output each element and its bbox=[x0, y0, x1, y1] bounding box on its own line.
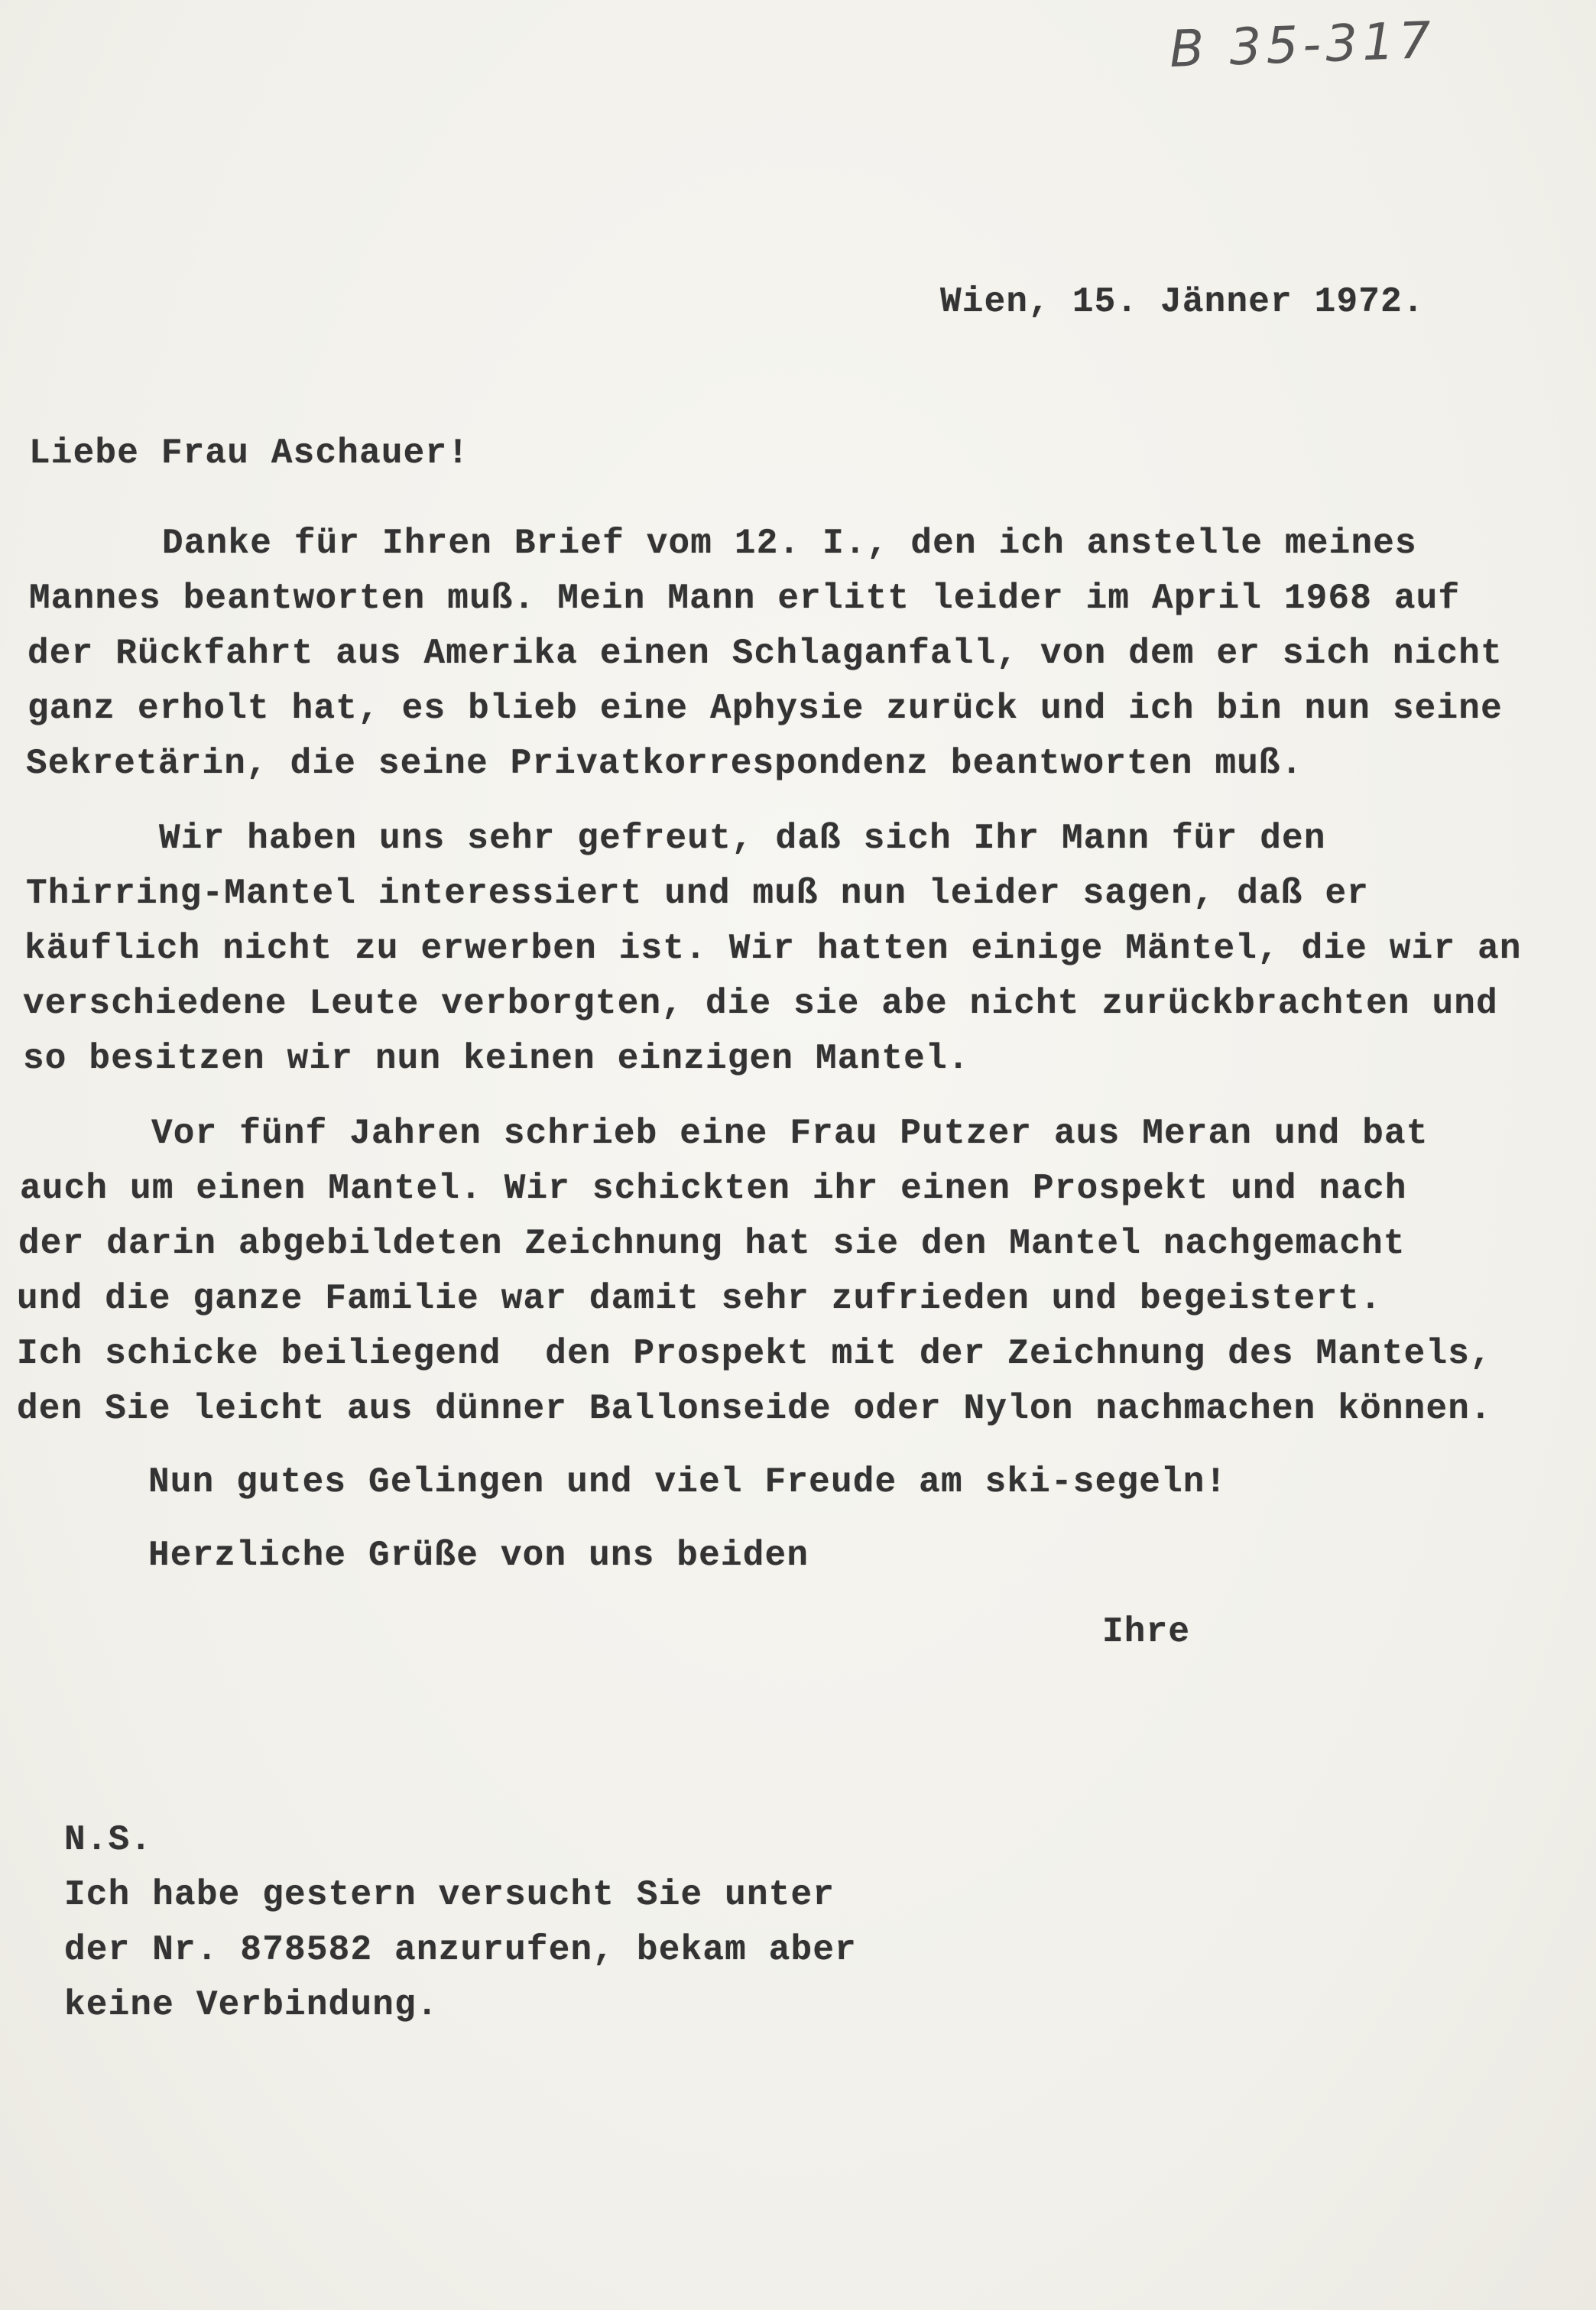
postscript-line: Ich habe gestern versucht Sie unter bbox=[64, 1875, 835, 1915]
sign-off: Ihre bbox=[1102, 1612, 1191, 1652]
paragraph-line: verschiedene Leute verborgten, die sie abe nicht zurückbrachten und bbox=[23, 984, 1498, 1024]
paragraph-line: der Rückfahrt aus Amerika einen Schlaganfall, von dem er sich nicht bbox=[28, 634, 1503, 673]
paragraph-line: käuflich nicht zu erwerben ist. Wir hatten einige Mäntel, die wir an bbox=[24, 929, 1522, 968]
paragraph-line: so besitzen wir nun keinen einzigen Mantel. bbox=[23, 1039, 970, 1079]
postscript-label: N.S. bbox=[64, 1820, 153, 1860]
salutation: Liebe Frau Aschauer! bbox=[29, 433, 470, 473]
greeting: Herzliche Grüße von uns beiden bbox=[148, 1536, 809, 1575]
paragraph-line: Thirring-Mantel interessiert und muß nun leider sagen, daß er bbox=[26, 874, 1370, 913]
paragraph-line: Wir haben uns sehr gefreut, daß sich Ihr Mann für den bbox=[159, 819, 1326, 858]
paragraph-line: ganz erholt hat, es blieb eine Aphysie zurück und ich bin nun seine bbox=[28, 689, 1503, 728]
paragraph-line: und die ganze Familie war damit sehr zufrieden und begeistert. bbox=[17, 1279, 1382, 1319]
postscript-line: der Nr. 878582 anzurufen, bekam aber bbox=[64, 1930, 857, 1970]
paragraph-line: Vor fünf Jahren schrieb eine Frau Putzer aus Meran und bat bbox=[151, 1114, 1429, 1153]
archive-reference-mark: B 35-317 bbox=[1168, 10, 1437, 79]
paragraph-line: Ich schicke beiliegend den Prospekt mit der Zeichnung des Mantels, bbox=[17, 1334, 1492, 1374]
paragraph-line: auch um einen Mantel. Wir schickten ihr einen Prospekt und nach bbox=[20, 1169, 1407, 1209]
postscript-line: keine Verbindung. bbox=[64, 1985, 439, 2025]
paragraph-line: Danke für Ihren Brief vom 12. I., den ich anstelle meines bbox=[162, 524, 1417, 563]
closing-wish: Nun gutes Gelingen und viel Freude am ski-segeln! bbox=[148, 1462, 1228, 1502]
paragraph-line: den Sie leicht aus dünner Ballonseide oder Nylon nachmachen können. bbox=[17, 1389, 1492, 1429]
letter-date: Wien, 15. Jänner 1972. bbox=[940, 282, 1425, 322]
paragraph-line: der darin abgebildeten Zeichnung hat sie den Mantel nachgemacht bbox=[18, 1224, 1406, 1264]
paragraph-line: Sekretärin, die seine Privatkorrespondenz beantworten muß. bbox=[26, 744, 1303, 784]
paragraph-line: Mannes beantworten muß. Mein Mann erlitt leider im April 1968 auf bbox=[29, 579, 1461, 618]
